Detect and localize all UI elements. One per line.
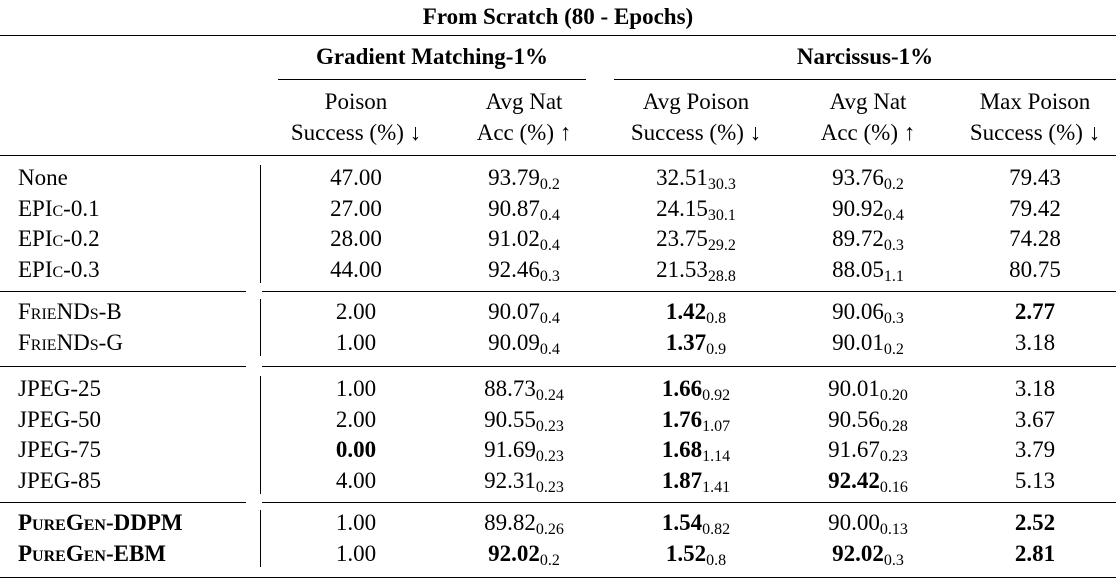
cell-value: 5.13: [1014, 467, 1056, 493]
cell-value: 4.00: [335, 467, 377, 493]
cell-value: 79.42: [1009, 195, 1061, 221]
table-cell: [439, 466, 609, 496]
cell-value: 3.79: [1014, 437, 1056, 462]
cell-value: 90.01: [828, 376, 880, 401]
table-cell: [950, 224, 1116, 254]
cell-value: 1.76: [661, 406, 703, 432]
cell-std: 0.3: [883, 237, 904, 254]
cell-std: 0.2: [539, 176, 560, 193]
cell-value: 47.00: [330, 165, 382, 190]
cell-value: 88.73: [484, 376, 536, 401]
table-cell: [783, 435, 953, 465]
cell-std: 1.14: [702, 448, 731, 465]
cell-value: 80.75: [1009, 256, 1061, 282]
cell-value: 1.68: [661, 437, 703, 462]
section-rule: [262, 291, 1116, 292]
cell-std: 0.28: [879, 417, 908, 435]
table-cell: [271, 539, 441, 569]
bottom-rule: [0, 577, 1116, 578]
cell-std: 1.07: [702, 417, 731, 435]
table-cell: [950, 297, 1116, 327]
cell-value: 2.52: [1014, 510, 1056, 535]
table-cell: [783, 405, 953, 435]
table-cell: [783, 466, 953, 496]
cell-std: 0.23: [535, 448, 564, 465]
cell-std: 28.8: [707, 267, 736, 285]
group-underline-gradient-matching: [278, 79, 586, 80]
table-cell: [611, 405, 781, 435]
cell-value: 44.00: [330, 256, 382, 282]
cell-std: 0.2: [883, 176, 904, 193]
table-cell: [611, 435, 781, 465]
cell-value: 92.46: [488, 256, 540, 282]
table-cell: [271, 466, 441, 496]
section-rule: [0, 291, 246, 292]
method-label: PureGen-EBM: [18, 540, 166, 566]
table-cell: [950, 466, 1116, 496]
cell-value: 88.05: [832, 256, 884, 282]
cell-std: 0.4: [539, 206, 560, 224]
column-header-line1: Avg Nat: [485, 89, 563, 114]
cell-value: 1.87: [661, 467, 703, 493]
column-header-line1: Max Poison: [979, 89, 1091, 114]
table-cell: [950, 374, 1116, 404]
table-cell: [611, 539, 781, 569]
cell-std: 0.3: [883, 551, 904, 569]
cell-std: 0.4: [539, 237, 560, 254]
cell-value: 1.52: [665, 540, 707, 566]
cell-value: 1.42: [665, 299, 707, 324]
group-header-narcissus: Narcissus-1%: [796, 44, 934, 69]
table-cell: [439, 194, 609, 224]
cell-std: 0.16: [879, 478, 908, 496]
table-cell: [271, 508, 441, 538]
cell-value: 92.02: [832, 540, 884, 566]
cell-value: 1.00: [335, 376, 377, 401]
table-cell: [783, 224, 953, 254]
section-rule: [0, 366, 246, 367]
cell-value: 1.00: [335, 510, 377, 535]
cell-std: 0.3: [539, 267, 560, 285]
cell-value: 1.37: [665, 329, 707, 355]
method-label: FrieNDs-B: [18, 299, 122, 324]
cell-std: 29.2: [707, 237, 736, 254]
cell-std: 0.9: [706, 340, 727, 358]
section-rule: [262, 502, 1116, 503]
column-header-line2: Success (%) ↓: [969, 120, 1101, 145]
column-header-4: [783, 86, 953, 148]
cell-std: 0.20: [879, 387, 908, 404]
column-header-line2: Acc (%) ↑: [820, 120, 916, 145]
table-cell: [271, 297, 441, 327]
column-header-line2: Success (%) ↓: [630, 120, 762, 145]
table-cell: [439, 163, 609, 193]
cell-std: 0.4: [539, 310, 560, 327]
method-label: JPEG-75: [18, 437, 102, 462]
table-cell: [950, 508, 1116, 538]
cell-std: 0.23: [535, 417, 564, 435]
column-header-line1: Poison: [324, 89, 388, 114]
method-label: EPIc-0.2: [18, 226, 100, 251]
cell-std: 0.24: [535, 387, 564, 404]
cell-value: 2.77: [1014, 299, 1056, 324]
cell-value: 0.00: [335, 437, 377, 462]
table-cell: [271, 194, 441, 224]
column-header-5: [950, 86, 1116, 148]
cell-std: 0.23: [535, 478, 564, 496]
column-header-2: [439, 86, 609, 148]
section-rule: [262, 366, 1116, 367]
table-cell: [271, 374, 441, 404]
table-cell: [611, 194, 781, 224]
column-header-line2: Acc (%) ↑: [476, 120, 572, 145]
section-divider-vertical: [260, 299, 261, 356]
table-cell: [950, 255, 1116, 285]
cell-value: 32.51: [656, 165, 708, 190]
cell-value: 92.42: [828, 467, 880, 493]
table-cell: [783, 297, 953, 327]
column-header-1: [271, 86, 441, 148]
section-divider-vertical: [260, 165, 261, 283]
table-title: From Scratch (80 - Epochs): [422, 4, 694, 29]
cell-std: 1.41: [702, 478, 731, 496]
section-divider-vertical: [260, 510, 261, 567]
table-cell: [783, 163, 953, 193]
column-header-line2: Success (%) ↓: [290, 120, 422, 145]
cell-std: 0.2: [883, 340, 904, 358]
cell-value: 2.00: [335, 299, 377, 324]
table-cell: [611, 466, 781, 496]
cell-std: 0.3: [883, 310, 904, 327]
cell-value: 90.87: [488, 195, 540, 221]
table-cell: [271, 328, 441, 358]
cell-value: 24.15: [656, 195, 708, 221]
table-cell: [783, 328, 953, 358]
table-cell: [783, 194, 953, 224]
method-label: JPEG-85: [18, 467, 102, 493]
table-cell: [439, 255, 609, 285]
cell-value: 92.02: [488, 540, 540, 566]
header-rule: [0, 155, 1116, 156]
cell-std: 0.26: [535, 521, 564, 538]
cell-value: 74.28: [1009, 226, 1061, 251]
table-cell: [271, 163, 441, 193]
cell-std: 0.4: [883, 206, 904, 224]
table-cell: [271, 405, 441, 435]
cell-value: 1.66: [661, 376, 703, 401]
cell-value: 91.69: [484, 437, 536, 462]
cell-value: 91.67: [828, 437, 880, 462]
cell-std: 0.13: [879, 521, 908, 538]
cell-value: 90.55: [484, 406, 536, 432]
cell-value: 1.54: [661, 510, 703, 535]
cell-std: 0.8: [706, 310, 727, 327]
cell-value: 93.76: [832, 165, 884, 190]
cell-value: 89.72: [832, 226, 884, 251]
table-cell: [950, 194, 1116, 224]
table-cell: [611, 328, 781, 358]
group-underline-narcissus: [614, 79, 1116, 80]
table-cell: [611, 508, 781, 538]
cell-std: 0.23: [879, 448, 908, 465]
table-cell: [439, 374, 609, 404]
table-cell: [271, 255, 441, 285]
section-divider-vertical: [260, 376, 261, 494]
table-cell: [611, 224, 781, 254]
column-header-line1: Avg Nat: [829, 89, 907, 114]
cell-value: 23.75: [656, 226, 708, 251]
table-cell: [611, 255, 781, 285]
cell-value: 93.79: [488, 165, 540, 190]
table-cell: [439, 405, 609, 435]
method-label: None: [18, 165, 68, 190]
group-header-gradient-matching: Gradient Matching-1%: [316, 44, 548, 69]
cell-value: 90.07: [488, 299, 540, 324]
cell-value: 90.00: [828, 510, 880, 535]
cell-value: 79.43: [1009, 165, 1061, 190]
table-cell: [783, 374, 953, 404]
cell-value: 2.00: [335, 406, 377, 432]
cell-std: 0.92: [702, 387, 731, 404]
cell-value: 3.18: [1014, 329, 1056, 355]
cell-value: 1.00: [335, 540, 377, 566]
method-label: PureGen-DDPM: [18, 510, 183, 535]
table-cell: [439, 539, 609, 569]
cell-value: 92.31: [484, 467, 536, 493]
cell-value: 90.06: [832, 299, 884, 324]
cell-std: 0.4: [539, 340, 560, 358]
table-cell: [950, 539, 1116, 569]
cell-value: 27.00: [330, 195, 382, 221]
cell-value: 90.56: [828, 406, 880, 432]
table-cell: [439, 297, 609, 327]
table-cell: [950, 405, 1116, 435]
table-cell: [611, 297, 781, 327]
table-cell: [950, 328, 1116, 358]
table-cell: [611, 374, 781, 404]
section-rule: [0, 502, 246, 503]
table-cell: [439, 508, 609, 538]
table-cell: [611, 163, 781, 193]
cell-value: 89.82: [484, 510, 536, 535]
cell-value: 3.67: [1014, 406, 1056, 432]
table-cell: [271, 435, 441, 465]
cell-std: 30.3: [707, 176, 736, 193]
cell-value: 1.00: [335, 329, 377, 355]
column-header-3: [611, 86, 781, 148]
cell-value: 3.18: [1014, 376, 1056, 401]
table-cell: [439, 435, 609, 465]
cell-value: 2.81: [1014, 540, 1056, 566]
cell-value: 91.02: [488, 226, 540, 251]
cell-value: 21.53: [656, 256, 708, 282]
method-label: EPIc-0.3: [18, 256, 100, 282]
table-cell: [950, 163, 1116, 193]
method-label: FrieNDs-G: [18, 329, 123, 355]
method-label: JPEG-50: [18, 406, 102, 432]
method-label: EPIc-0.1: [18, 195, 100, 221]
table-cell: [271, 224, 441, 254]
cell-value: 90.01: [832, 329, 884, 355]
table-cell: [783, 539, 953, 569]
table-cell: [783, 508, 953, 538]
cell-value: 90.92: [832, 195, 884, 221]
cell-std: 1.1: [883, 267, 904, 285]
cell-std: 0.2: [539, 551, 560, 569]
method-label: JPEG-25: [18, 376, 102, 401]
cell-std: 0.8: [706, 551, 727, 569]
table-cell: [783, 255, 953, 285]
cell-value: 90.09: [488, 329, 540, 355]
table-cell: [439, 328, 609, 358]
top-rule: [0, 35, 1116, 36]
cell-std: 0.82: [702, 521, 731, 538]
cell-std: 30.1: [707, 206, 736, 224]
table-cell: [950, 435, 1116, 465]
column-header-line1: Avg Poison: [642, 89, 750, 114]
table-cell: [439, 224, 609, 254]
cell-value: 28.00: [330, 226, 382, 251]
